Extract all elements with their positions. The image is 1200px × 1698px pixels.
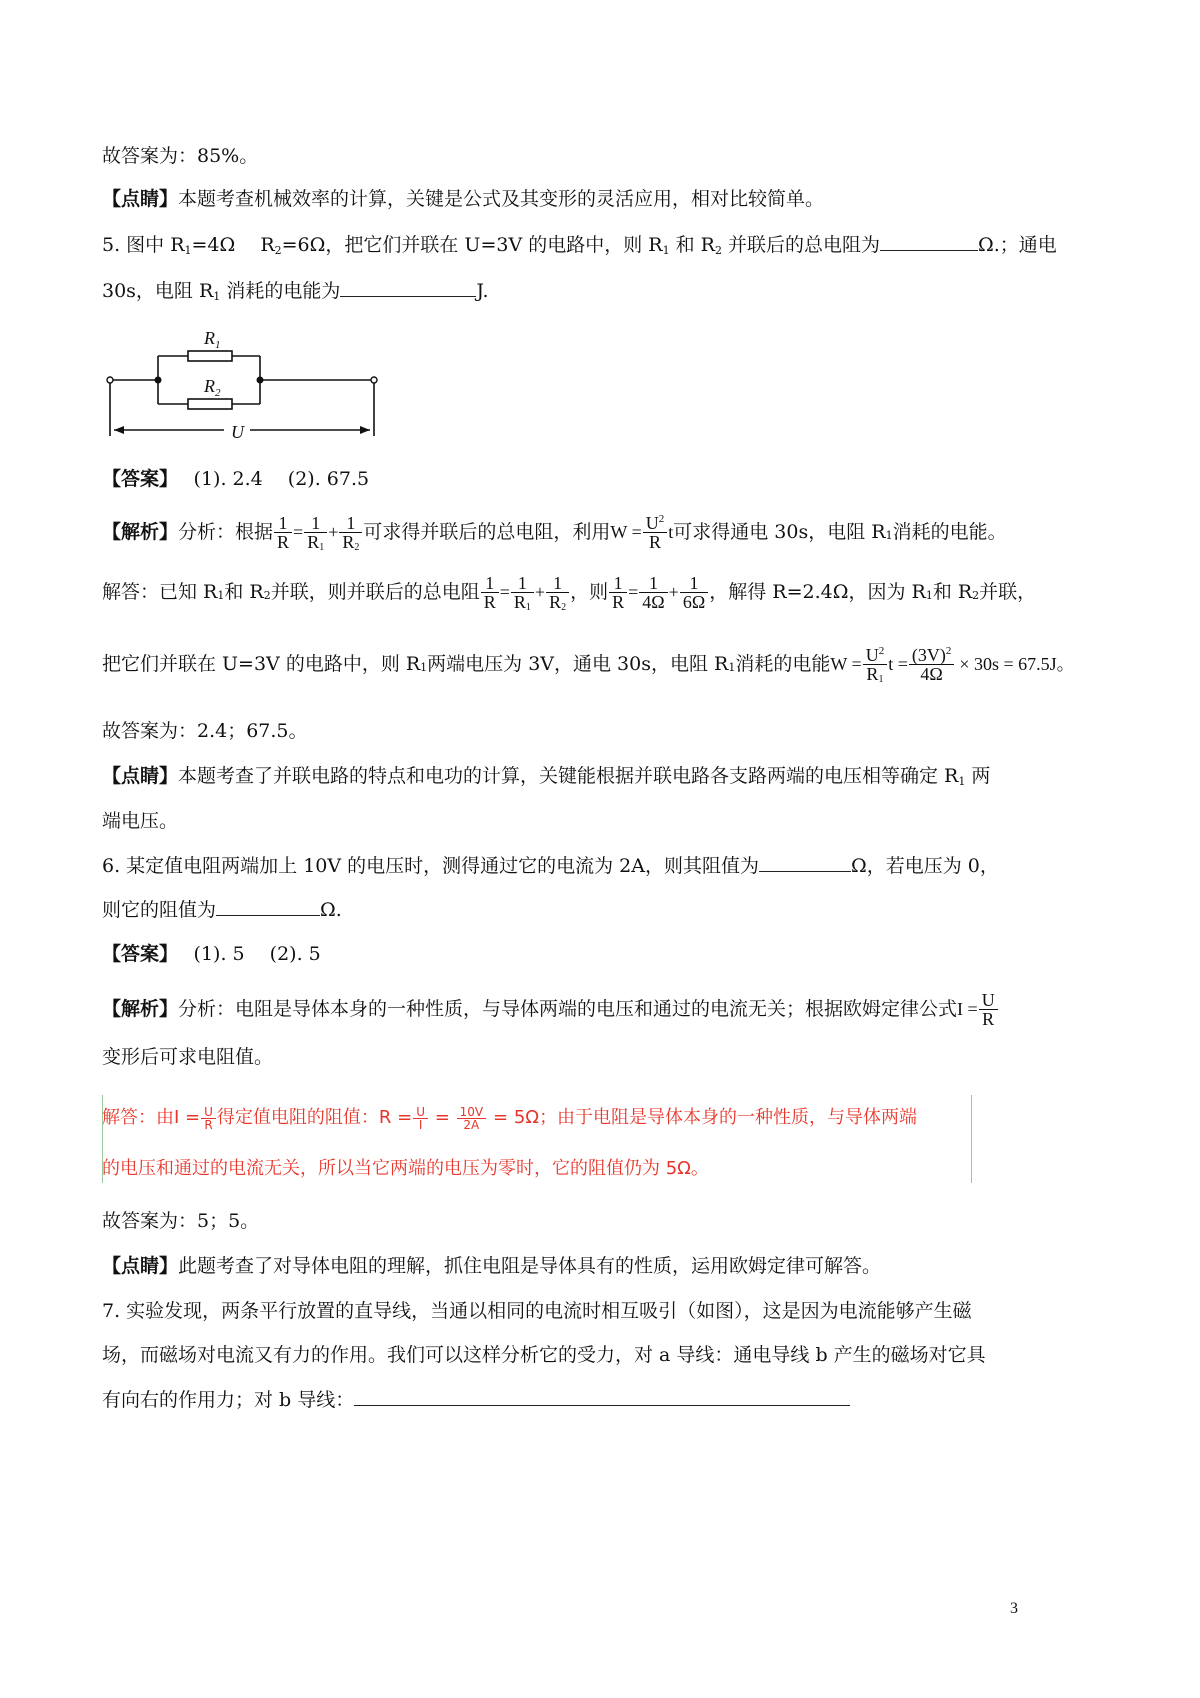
frac-1-R-c: $\frac{1}{R}$: [609, 574, 627, 611]
frac-U-R: $\frac{U}{R}$: [979, 991, 998, 1028]
tip-q5-line1: 【点睛】本题考查了并联电路的特点和电功的计算，关键能根据并联电路各支路两端的电压相等确定 $R_1$ 两: [102, 765, 991, 788]
frac-1-6ohm: $\frac{1}{6\Omega}$: [680, 574, 708, 611]
solution-q5-line1: 解答：已知 R $_1$ 和 R $_2$ 并联，则并联后的总电阻 $\frac{1}{R}$ = $\frac{1}{R_1}$ + $\frac{1}{R_2}$ ，则 $\frac{1}{R}$ = $\frac{1}{4\Omega}$ + $\frac{1}{6\Omega}$ ，解得 R=2.4Ω，因为 R $_1$ 和 R $_2$ 并联，: [102, 572, 1037, 613]
label-R2: $R_2$: [204, 376, 221, 399]
label-R1: $R_1$: [204, 328, 221, 351]
question-7-line1: 7. 实验发现，两条平行放置的直导线，当通以相同的电流时相互吸引（如图），这是因为电流能够产生磁: [102, 1300, 972, 1322]
blank-5[interactable]: [354, 1391, 850, 1406]
question-7-line2: 场，而磁场对电流又有力的作用。我们可以这样分析它的受力，对 a 导线：通电导线 b 产生的磁场对它具: [102, 1344, 986, 1366]
parallel-circuit-diagram: [100, 318, 390, 450]
final-answer-q5: 故答案为：2.4；67.5。: [102, 720, 308, 742]
solution-q6-red-line1: 解答：由 I = $\frac{U}{R}$ 得定值电阻的阻值： R = $\frac{U}{I}$ = $\frac{10V}{2A}$ = 5Ω ；由于电阻是导体本身的一种性质，与导体两端: [102, 1104, 918, 1132]
frac-red-U-I: $\frac{U}{I}$: [413, 1106, 428, 1131]
label-U: U: [231, 422, 244, 442]
blank-2[interactable]: [340, 282, 476, 297]
question-7-line3: 有向右的作用力；对 b 导线：: [102, 1391, 850, 1410]
solution-q6-red-line2: 的电压和通过的电流无关，所以当它两端的电压为零时，它的阻值仍为 5Ω。: [102, 1158, 709, 1179]
blank-3[interactable]: [759, 857, 851, 872]
blank-4[interactable]: [216, 901, 320, 916]
analysis-q5: 【解析】 分析：根据 $\frac{1}{R}$ = $\frac{1}{R_1}$ + $\frac{1}{R_2}$ 可求得并联后的总电阻，利用 W = $\frac{U^2}{R}$ t 可求得通电 30s，电阻 R $_1$ 消耗的电能。: [102, 512, 1007, 553]
question-6-line2: 则它的阻值为 Ω.: [102, 899, 342, 921]
analysis-q6-line1: 【解析】 分析：电阻是导体本身的一种性质，与导体两端的电压和通过的电流无关；根据欧姆定律公式 I = $\frac{U}{R}$: [102, 982, 999, 1036]
answer-q6: 【答案】 (1). 5 (2). 5: [102, 943, 321, 965]
analysis-q6-line2: 变形后可求电阻值。: [102, 1046, 274, 1068]
frac-U2-R1: $\frac{U^2}{R_1}$: [863, 646, 888, 683]
frac-3V2-4ohm: $\frac{(3V)^2}{4\Omega}$: [909, 646, 955, 683]
question-5-line1: 5. 图中 $R_1=4\Omega$ $R_2=6\Omega$，把它们并联在 U=3V 的电路中，则 $R_1$ 和 $R_2$ 并联后的总电阻为 Ω.；通电: [102, 234, 1057, 257]
answer-q4: 故答案为：85%。: [102, 145, 259, 167]
frac-U2-R: $\frac{U^2}{R}$: [643, 514, 668, 551]
tip-q4: 【点睛】本题考查机械效率的计算，关键是公式及其变形的灵活应用，相对比较简单。: [102, 188, 825, 210]
frac-1-R: $\frac{1}{R}$: [274, 514, 292, 551]
answer-q5: 【答案】 (1). 2.4 (2). 67.5: [102, 468, 370, 490]
tip-q6: 【点睛】此题考查了对导体电阻的理解，抓住电阻是导体具有的性质，运用欧姆定律可解答。: [102, 1255, 882, 1277]
frac-1-4ohm: $\frac{1}{4\Omega}$: [639, 574, 667, 611]
frac-1-R1-b: $\frac{1}{R_1}$: [511, 574, 534, 611]
frac-1-R2-b: $\frac{1}{R_2}$: [546, 574, 569, 611]
solution-q5-line2: 把它们并联在 U=3V 的电路中，则 R $_1$ 两端电压为 3V，通电 30s，电阻 R $_1$ 消耗的电能 W = $\frac{U^2}{R_1}$ t = $\frac{(3V)^2}{4\Omega}$ × 30s = 67.5J。: [102, 644, 1075, 685]
question-5-line2: 30s，电阻 $R_1$ 消耗的电能为 J.: [102, 280, 489, 303]
frac-1-R-b: $\frac{1}{R}$: [481, 574, 499, 611]
frac-1-R1: $\frac{1}{R_1}$: [304, 514, 327, 551]
frac-red-U-R: $\frac{U}{R}$: [201, 1106, 216, 1131]
final-answer-q6: 故答案为：5；5。: [102, 1210, 260, 1232]
blank-1[interactable]: [880, 236, 978, 251]
tip-q5-line2: 端电压。: [102, 810, 179, 832]
page-number: 3: [1010, 1600, 1018, 1617]
question-6-line1: 6. 某定值电阻两端加上 10V 的电压时，测得通过它的电流为 2A，则其阻值为 Ω，若电压为 0，: [102, 855, 999, 877]
frac-red-10V-2A: $\frac{10V}{2A}$: [457, 1106, 486, 1131]
frac-1-R2: $\frac{1}{R_2}$: [339, 514, 362, 551]
